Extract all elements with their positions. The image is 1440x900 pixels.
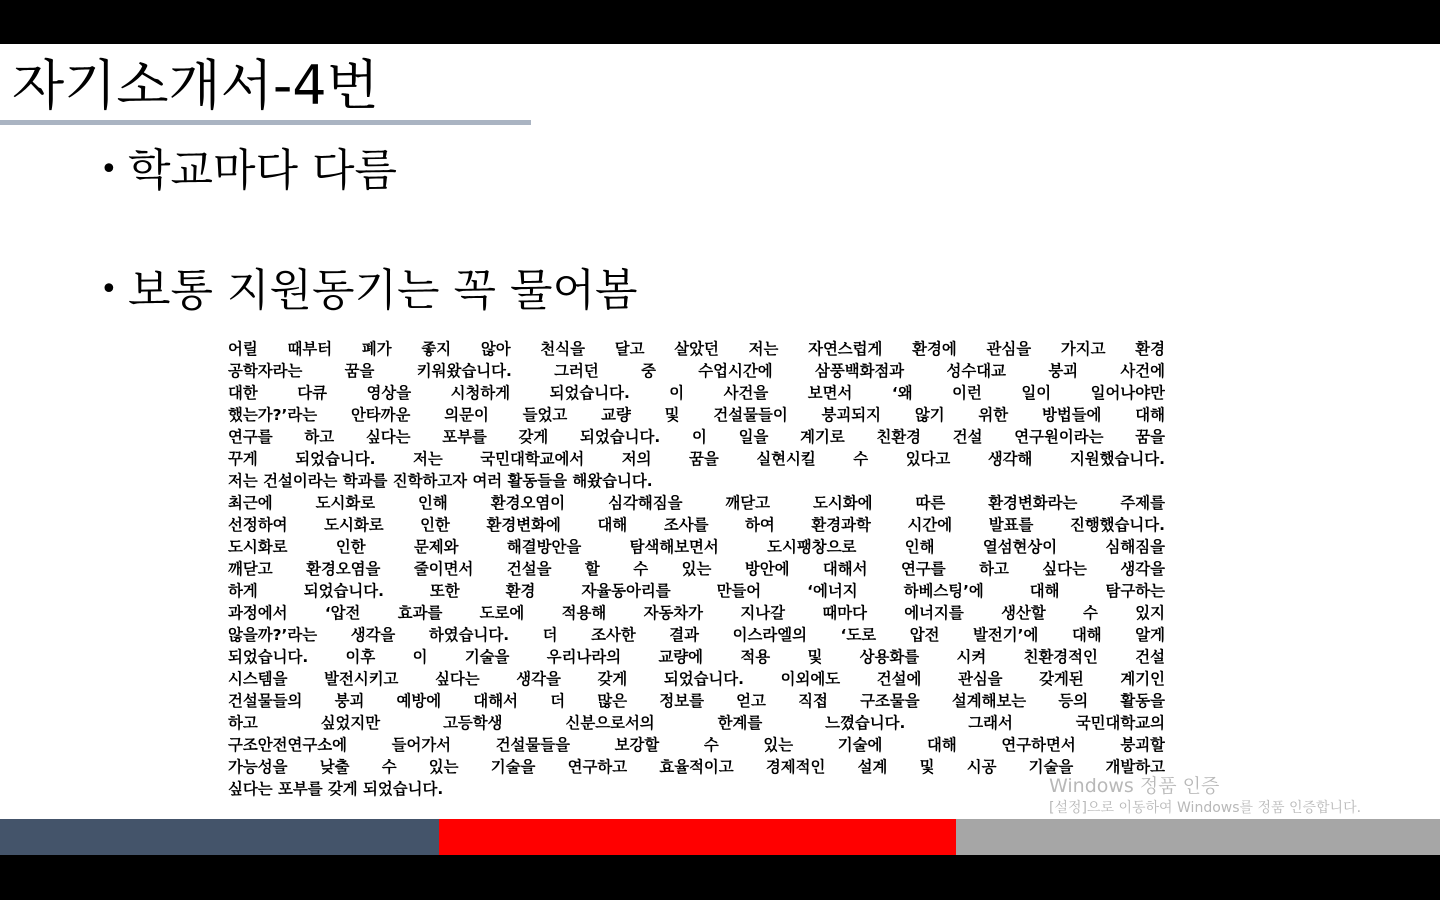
- essay-line: 어릴 때부터 폐가 좋지 않아 천식을 달고 살았던 저는 자연스럽게 환경에 관심을 가지고 환경: [228, 340, 1165, 358]
- watermark-title: Windows 정품 인증: [1049, 775, 1220, 797]
- slide-title: 자기소개서-4번: [12, 54, 379, 117]
- essay-line: 대한 다큐 영상을 시청하게 되었습니다. 이 사건을 보면서 ‘왜 이런 일이 일어나야만: [228, 384, 1165, 402]
- footer-bar-gray: [956, 819, 1440, 855]
- essay-line: 저는 건설이라는 학과를 진학하고자 여러 활동들을 해왔습니다.: [228, 472, 653, 490]
- essay-line: 하게 되었습니다. 또한 환경 자율동아리를 만들어 ‘에너지 하베스팅’에 대해 탐구하는: [228, 582, 1165, 600]
- essay-line: 건설물들의 붕괴 예방에 대해서 더 많은 정보를 얻고 직접 구조물을 설계해보는 등의 활동을: [228, 692, 1165, 710]
- slide: [0, 44, 1440, 855]
- bullet-marker: •: [100, 272, 118, 307]
- essay-line: 했는가?’라는 안타까운 의문이 들었고 교량 및 건설물들이 붕괴되지 않기 위한 방법들에 대해: [228, 406, 1165, 424]
- title-underline: [0, 120, 531, 125]
- essay-line: 깨닫고 환경오염을 줄이면서 건설을 할 수 있는 방안에 대해서 연구를 하고 싶다는 생각을: [228, 560, 1165, 578]
- footer-bar-slate: [0, 819, 439, 855]
- essay-line: 시스템을 발전시키고 싶다는 생각을 갖게 되었습니다. 이외에도 건설에 관심을 갖게된 계기인: [228, 670, 1165, 688]
- essay-line: 가능성을 낮출 수 있는 기술을 연구하고 효율적이고 경제적인 설계 및 시공 기술을 개발하고: [228, 758, 1165, 776]
- bullet-item: [100, 142, 397, 199]
- essay-line: 꾸게 되었습니다. 저는 국민대학교에서 저의 꿈을 실현시킬 수 있다고 생각해 지원했습니다.: [228, 450, 1165, 468]
- essay-line: 하고 싶었지만 고등학생 신분으로서의 한계를 느꼈습니다. 그래서 국민대학교의: [228, 714, 1165, 732]
- essay-line: 연구를 하고 싶다는 포부를 갖게 되었습니다. 이 일을 계기로 친환경 건설 연구원이라는 꿈을: [228, 428, 1165, 446]
- essay-line: 선정하여 도시화로 인한 환경변화에 대해 조사를 하여 환경과학 시간에 발표를 진행했습니다.: [228, 516, 1165, 534]
- windows-activation-watermark: [1049, 774, 1361, 818]
- bullet-text: 보통 지원동기는 꼭 물어봄: [128, 265, 638, 316]
- essay-line: 최근에 도시화로 인해 환경오염이 심각해짐을 깨닫고 도시화에 따른 환경변화라는 주제를: [228, 494, 1165, 512]
- essay-line: 과정에서 ‘압전 효과를 도로에 적용해 자동차가 지나갈 때마다 에너지를 생산할 수 있지: [228, 604, 1165, 622]
- essay-line: 되었습니다. 이후 이 기술을 우리나라의 교량에 적용 및 상용화를 시켜 친환경적인 건설: [228, 648, 1165, 666]
- essay-line: 구조안전연구소에 들어가서 건설물들을 보강할 수 있는 기술에 대해 연구하면서 붕괴할: [228, 736, 1165, 754]
- essay-line: 도시화로 인한 문제와 해결방안을 탐색해보면서 도시팽창으로 인해 열섬현상이 심해짐을: [228, 538, 1165, 556]
- footer-bar-red: [439, 819, 956, 855]
- essay-image-text: [228, 338, 1165, 800]
- bullet-text: 학교마다 다름: [128, 145, 398, 196]
- essay-line: 싶다는 포부를 갖게 되었습니다.: [228, 780, 444, 798]
- bullet-item: [100, 262, 638, 319]
- essay-line: 않을까?’라는 생각을 하였습니다. 더 조사한 결과 이스라엘의 ‘도로 압전 발전기’에 대해 알게: [228, 626, 1165, 644]
- essay-line: 공학자라는 꿈을 키워왔습니다. 그러던 중 수업시간에 삼풍백화점과 성수대교 붕괴 사건에: [228, 362, 1165, 380]
- bullet-marker: •: [100, 152, 118, 187]
- watermark-subtitle: [설정]으로 이동하여 Windows를 정품 인증합니다.: [1049, 800, 1362, 816]
